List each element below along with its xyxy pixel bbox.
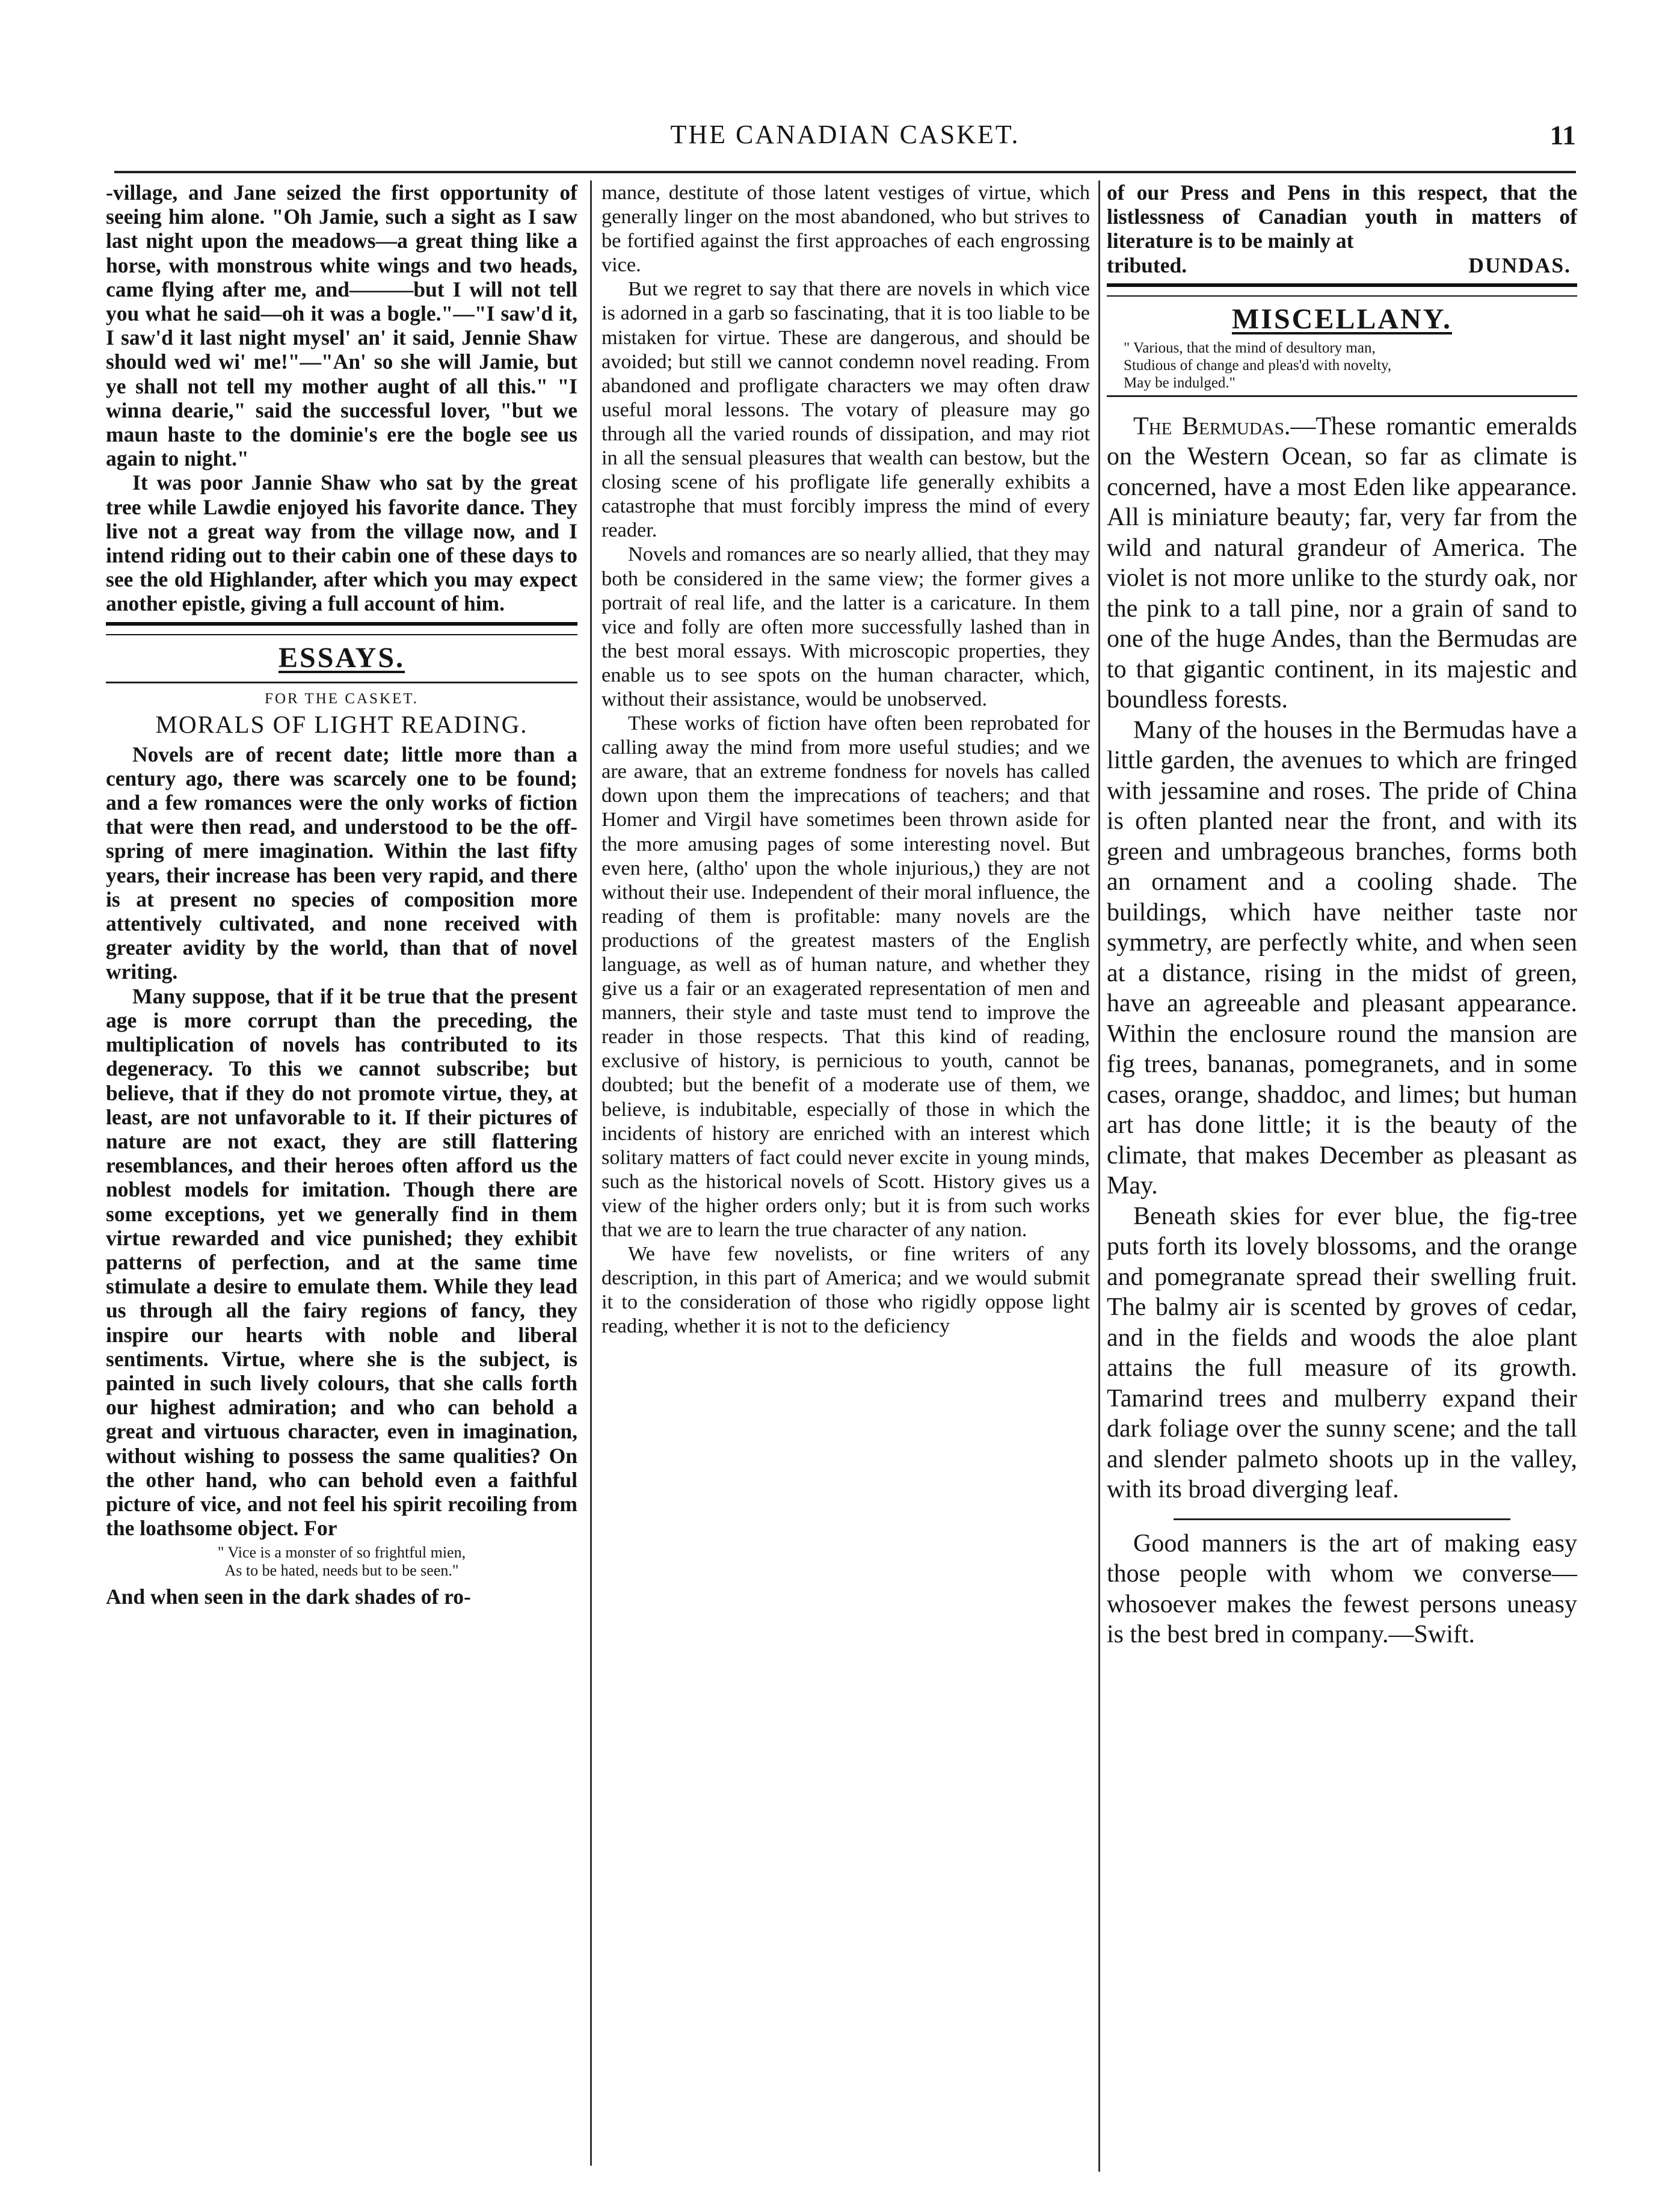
column-divider-2: [1098, 180, 1100, 2172]
letter-paragraph: -village, and Jane seized the first opportunity of seeing him alone. "Oh Jamie, such a sight as I saw last night upon the meadows—a great thing like a horse, with monstrous white wings and two heads, came flying after me, and———but I will not tell you what he said—oh it was a bogle."—"I saw'd it, I saw'd it last night mysel' an' it said, Jennie Shaw should wed wi' me!"—"An' so she will Jamie, but ye shall not tell my mother aught of all this." "I winna dearie," said the successful lover, "but we maun haste to the dominie's ere the bogle see us again to night.": [106, 180, 577, 471]
couplet-line: As to be hated, needs but to be seen.": [224, 1562, 459, 1580]
essay-source: FOR THE CASKET.: [265, 690, 419, 707]
quoted-couplet: [106, 1544, 577, 1580]
page-number: 11: [1549, 120, 1576, 150]
column-left: [106, 180, 577, 2160]
motto-rule: [1107, 395, 1577, 397]
letter-paragraph: It was poor Jannie Shaw who sat by the great tree while Lawdie enjoyed his favorite dance. They live not a great way from the village now, and I intend riding out to their cabin one of these days to see the old Highlander, after which you may expect another epistle, giving a full account of him.: [106, 470, 577, 616]
column-divider-1: [590, 180, 592, 2166]
bermudas-paragraph: Beneath skies for ever blue, the fig-tree puts forth its lovely blossoms, and the orange and pomegranate spread their swelling fruit. The balmy air is scented by groves of cedar, and in the fields and woods the aloe plant attains the full measure of its growth. Tamarind trees and mulberry expand their dark foliage over the sunny scene; and the tall and slender palmeto shoots up in the valley, with its broad diverging leaf.: [1107, 1202, 1577, 1504]
miscellany-heading: MISCELLANY.: [1232, 303, 1452, 335]
section-rule: [1107, 283, 1577, 297]
couplet-line: " Vice is a monster of so frightful mien,: [217, 1544, 466, 1562]
bermudas-lead: The Bermudas.: [1133, 412, 1291, 440]
essay-paragraph: These works of fiction have often been reprobated for calling away the mind from more useful studies; and we are aware, that an extreme fondness for novels has called down upon them the imprecations of teachers; and that Homer and Virgil have sometimes been thrown aside for the more amusing pages of some interesting novel. But even here, (altho' upon the whole injurious,) they are not without their use. Independent of their moral influence, the reading of them is profitable: many novels are the productions of the greatest masters of the English language, as well as of human nature, and whether they give us a fair or an exagerated representation of men and manners, their style and taste must tend to improve the reader in those respects. That this kind of reading, exclusive of history, is pernicious to youth, cannot be doubted; but the benefit of a moderate use of them, we believe, is indubitable, especially of those in which the incidents of history are enriched with an interest which solitary matters of fact could never excite in young minds, such as the historical novels of Scott. History gives us a view of the higher orders only; but it is from such works that we are to learn the true character of any nation.: [602, 712, 1090, 1242]
author-name: DUNDAS.: [1468, 253, 1571, 277]
column-right: [1107, 180, 1577, 2172]
manners-paragraph: Good manners is the art of making easy those people with whom we converse—whosoever makes the fewest persons uneasy is the best bred in company.—Swift.: [1107, 1529, 1577, 1649]
column-middle: [602, 180, 1090, 2166]
motto-line: May be indulged.": [1124, 374, 1235, 391]
essay-paragraph: Novels are of recent date; little more than a century ago, there was scarcely one to be found; and a few romances were the only works of fiction that were then read, and understood to be the off-spring of mere imagination. Within the last fifty years, their increase has been very rapid, and there is at present no species of composition more attentively cultivated, and none received with greater avidity by the world, than that of novel writing.: [106, 742, 577, 984]
essay-ending: of our Press and Pens in this respect, that the listlessness of Canadian youth in matters of literature is to be mainly at: [1107, 180, 1577, 253]
motto-line: Studious of change and pleas'd with novelty,: [1124, 357, 1392, 374]
essay-paragraph: Novels and romances are so nearly allied, that they may both be considered in the same view; the former gives a portrait of real life, and the latter is a caricature. In them vice and folly are often more successfully lashed than in the best moral essays. With microscopic properties, they enable us to see spots on the human character, which, without their assistance, would be unobserved.: [602, 543, 1090, 710]
essay-paragraph: But we regret to say that there are novels in which vice is adorned in a garb so fascinating, that it is too liable to be mistaken for virtue. These are dangerous, and should be avoided; but still we cannot condemn novel reading. From abandoned and profligate characters we may often draw useful moral lessons. The votary of pleasure may go through all the varied rounds of dissipation, and may riot in all the sensual pleasures that wealth can bestow, but the closing scene of his profligate life generally exhibits a catastrophe that must forcibly impress the mind of every reader.: [602, 277, 1090, 542]
page-header: [114, 119, 1576, 161]
essay-continuation: And when seen in the dark shades of ro-: [106, 1585, 471, 1609]
header-rule: [114, 171, 1576, 173]
section-rule: [106, 622, 577, 635]
essay-paragraph: We have few novelists, or fine writers of any description, in this part of America; and we would submit it to the consideration of those who rigidly oppose light reading, whether it is not to the deficiency: [602, 1242, 1090, 1338]
motto-line: " Various, that the mind of desultory man,: [1124, 339, 1376, 356]
paragraph-rule: [1174, 1518, 1510, 1520]
bermudas-paragraph: Many of the houses in the Bermudas have a little garden, the avenues to which are fringed with jessamine and roses. The pride of China is often planted near the front, and with its green and umbrageous branches, forms both an ornament and a cooling shade. The buildings, which have neither taste nor symmetry, are perfectly white, and when seen at a distance, rising in the midst of green, have an agreeable and pleasant appearance. Within the enclosure round the mansion are fig trees, bananas, pomegranets, and in some cases, orange, shaddoc, and limes; but human art has done little; it is the beauty of the climate, that makes December as pleasant as May.: [1107, 716, 1577, 1200]
essay-title: MORALS OF LIGHT READING.: [155, 710, 528, 738]
bermudas-text: —These romantic emeralds on the Western Ocean, so far as climate is concerned, have a most Eden like appearance. All is miniature beauty; far, very far from the wild and natural grandeur of America. The violet is not more unlike to the sturdy oak, nor the pink to a tall pine, nor a grain of sand to one of the huge Andes, than the Bermudas are to that gigantic continent, in its majestic and boundless forests.: [1107, 412, 1577, 714]
section-motto: [1107, 339, 1577, 392]
essay-paragraph: Many suppose, that if it be true that the present age is more corrupt than the preceding, the multiplication of novels has contributed to its degeneracy. To this we cannot subscribe; but believe, that if they do not promote virtue, they, at least, are not unfavorable to it. If their pictures of nature are not exact, they are still flattering resemblances, and their heroes often afford us the noblest models for imitation. Though there are some exceptions, yet we generally find in them virtue rewarded and vice punished; they exhibit patterns of perfection, and at the same time stimulate a desire to emulate them. While they lead us through all the fairy regions of fancy, they inspire our hearts with noble and liberal sentiments. Virtue, where she is the subject, is painted in such lively colours, that she calls forth our highest admiration; and who can behold a great and virtuous character, even in imagination, without wishing to possess the same qualities? On the other hand, who can behold even a faithful picture of vice, and not feel his spirit recoiling from the loathsome object. For: [106, 984, 577, 1541]
essays-heading: ESSAYS.: [278, 641, 405, 674]
essay-paragraph: mance, destitute of those latent vestiges of virtue, which generally linger on the most abandoned, who but strives to be fortified against the first approaches of each engrossing vice.: [602, 181, 1090, 277]
essay-signature: [1107, 253, 1577, 277]
running-title: THE CANADIAN CASKET.: [670, 120, 1020, 149]
bermudas-paragraph: [1107, 411, 1577, 715]
signature-text: tributed.: [1107, 253, 1187, 277]
heading-rule: [106, 682, 577, 683]
